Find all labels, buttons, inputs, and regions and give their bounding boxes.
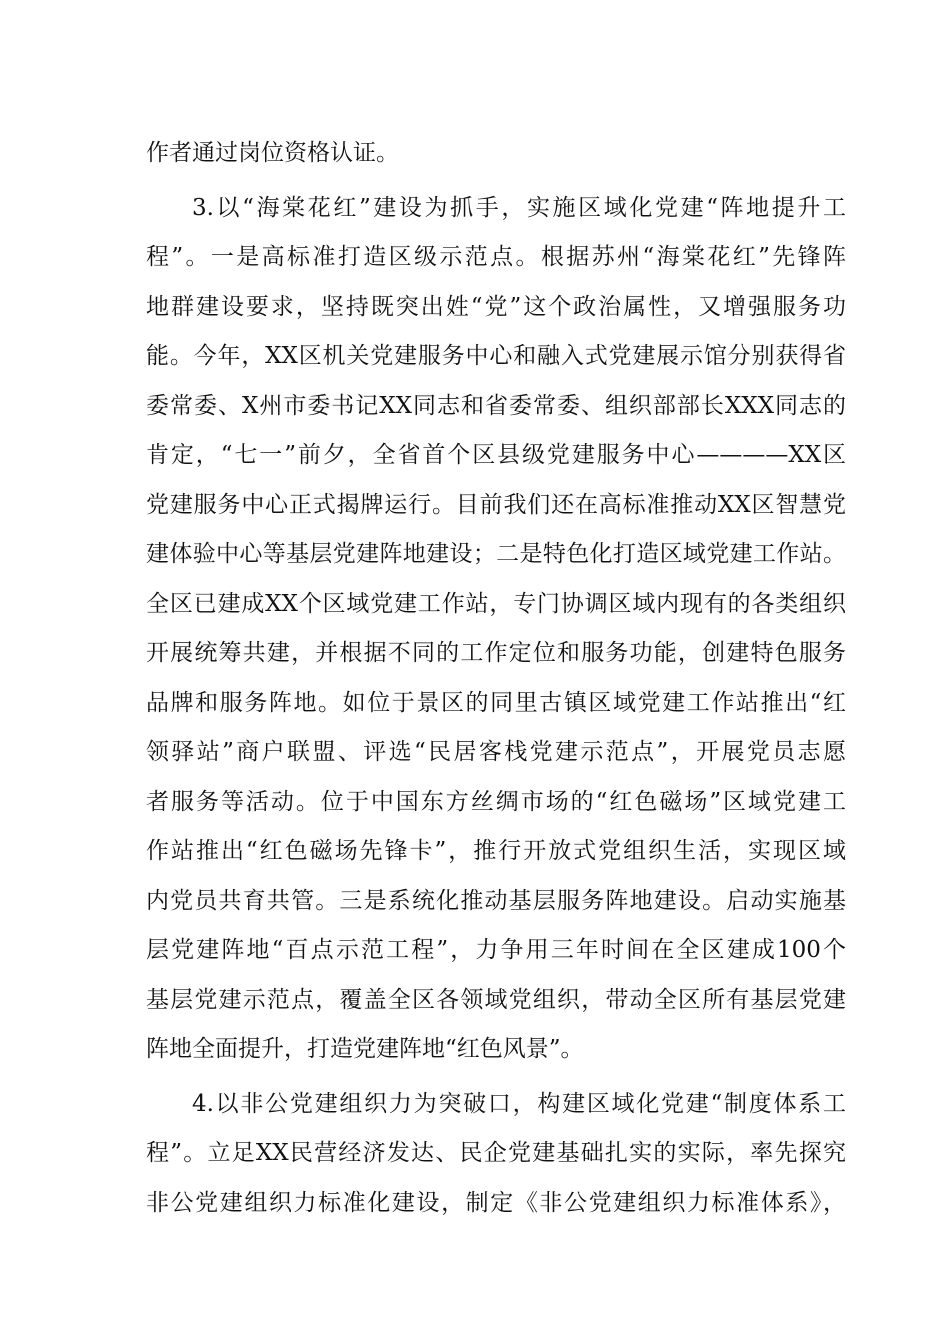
- text-line-22: 非公党建组织力标准化建设，制定《非公党建组织力标准体系》，: [146, 1189, 846, 1216]
- text-line-1: 作者通过岗位资格认证。: [146, 140, 399, 166]
- text-line-2: 3.以“海棠花红”建设为抓手，实施区域化党建“阵地提升工: [192, 194, 846, 221]
- text-line-12: 品牌和服务阵地。如位于景区的同里古镇区域党建工作站推出“红: [146, 689, 846, 716]
- text-line-21: 程”。立足XX民营经济发达、民企党建基础扎实的实际，率先探究: [146, 1140, 846, 1166]
- text-line-5: 能。今年，XX区机关党建服务中心和融入式党建展示馆分别获得省: [146, 343, 846, 369]
- text-line-4: 地群建设要求，坚持既突出姓“党”这个政治属性，又增强服务功: [146, 293, 846, 320]
- text-line-15: 作站推出“红色磁场先锋卡”，推行开放式党组织生活，实现区域: [146, 838, 846, 864]
- text-line-7: 肯定，“七一”前夕，全省首个区县级党建服务中心————XX区: [146, 442, 846, 468]
- text-line-10: 全区已建成XX个区域党建工作站，专门协调区域内现有的各类组织: [146, 590, 846, 617]
- text-line-16: 内党员共育共管。三是系统化推动基层服务阵地建设。启动实施基: [146, 887, 846, 914]
- text-line-3: 程”。一是高标准打造区级示范点。根据苏州“海棠花红”先锋阵: [146, 244, 846, 270]
- text-line-6: 委常委、X州市委书记XX同志和省委常委、组织部部长XXX同志的: [146, 392, 846, 419]
- text-line-17: 层党建阵地“百点示范工程”，力争用三年时间在全区建成100个: [146, 937, 846, 963]
- text-line-11: 开展统筹共建，并根据不同的工作定位和服务功能，创建特色服务: [146, 640, 846, 666]
- text-line-14: 者服务等活动。位于中国东方丝绸市场的“红色磁场”区域党建工: [146, 788, 846, 815]
- text-line-20: 4.以非公党建组织力为突破口，构建区域化党建“制度体系工: [192, 1090, 846, 1117]
- text-line-13: 领驿站”商户联盟、评选“民居客栈党建示范点”，开展党员志愿: [146, 739, 846, 765]
- document-body: [146, 129, 846, 1228]
- text-line-9: 建体验中心等基层党建阵地建设；二是特色化打造区域党建工作站。: [146, 541, 846, 567]
- text-line-18: 基层党建示范点，覆盖全区各领域党组织，带动全区所有基层党建: [146, 986, 846, 1013]
- text-line-8: 党建服务中心正式揭牌运行。目前我们还在高标准推动XX区智慧党: [146, 491, 846, 518]
- text-line-19: 阵地全面提升，打造党建阵地“红色风景”。: [146, 1036, 584, 1062]
